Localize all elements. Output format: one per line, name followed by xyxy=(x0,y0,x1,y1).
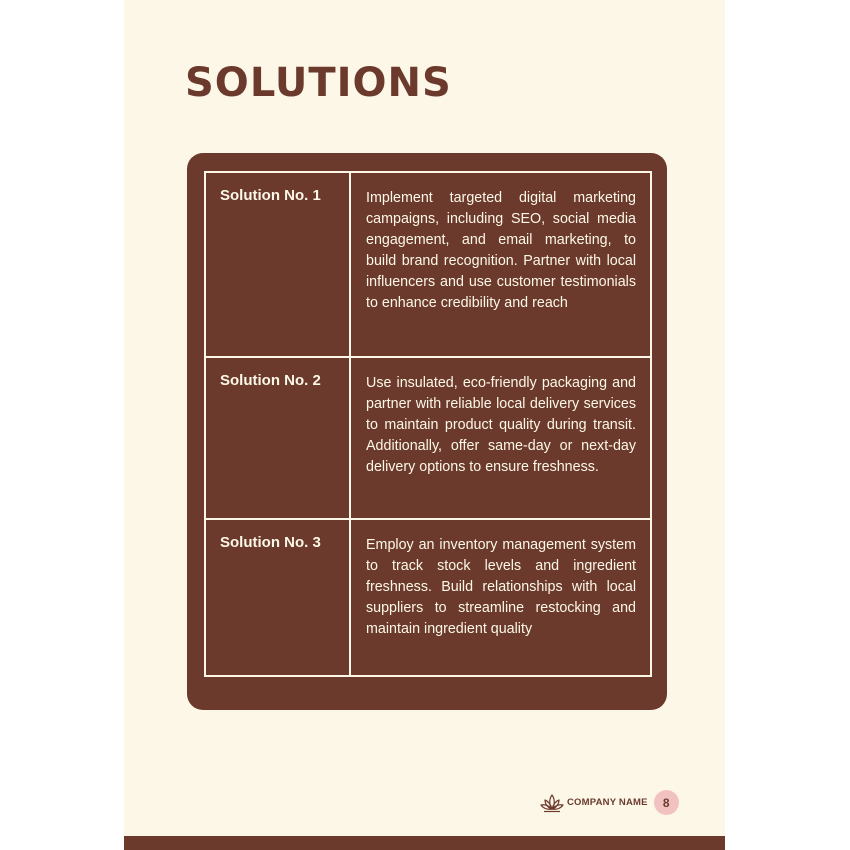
solutions-table xyxy=(204,171,652,677)
page-title: SOLUTIONS xyxy=(185,60,452,106)
solution-description: Employ an inventory management system to track stock levels and ingredient freshness. Build relationships with local suppliers to streamline restocking and maintain ingredient quality xyxy=(366,537,636,637)
solution-label: Solution No. 2 xyxy=(206,358,351,518)
solution-label: Solution No. 1 xyxy=(206,173,351,356)
page-number-badge: 8 xyxy=(654,790,679,815)
page-footer xyxy=(540,790,679,815)
bottom-bar xyxy=(124,836,725,850)
lotus-icon xyxy=(540,792,564,814)
solution-description: Use insulated, eco-friendly packaging and partner with reliable local delivery services to maintain product quality during transit. Additionally, offer same-day or next-day delivery options to ensure freshness. xyxy=(366,375,636,475)
solutions-card xyxy=(187,153,667,710)
company-name: COMPANY NAME xyxy=(567,797,648,808)
solution-description: Implement targeted digital marketing campaigns, including SEO, social media engagement, and email marketing, to build brand recognition. Partner with local influencers and use customer testimonials to enhance credibility and reach xyxy=(366,190,636,311)
table-row xyxy=(206,518,650,675)
document-page xyxy=(124,0,725,850)
table-row xyxy=(206,173,650,356)
solution-label: Solution No. 3 xyxy=(206,520,351,675)
table-row xyxy=(206,356,650,518)
